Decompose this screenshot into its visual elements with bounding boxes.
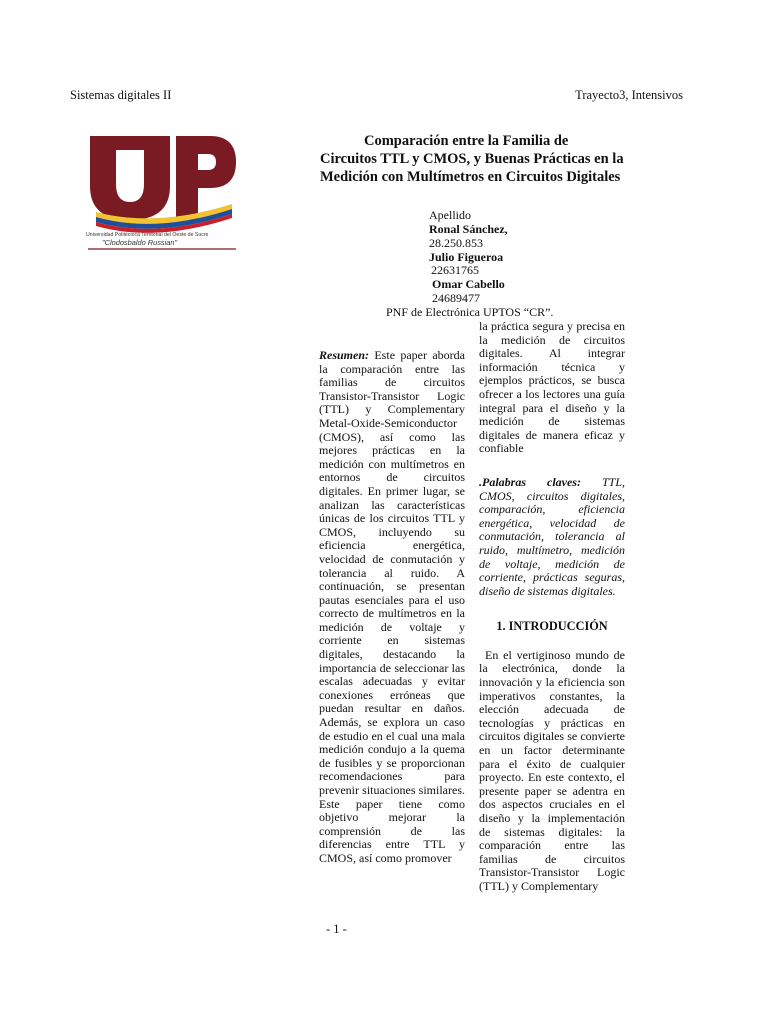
right-column [479, 320, 625, 894]
university-logo-graphic [86, 132, 238, 254]
abstract-text: Este paper aborda la comparación entre las familias de circuitos Transistor-Transistor Logic (TTL) y Complementary Metal-Oxide-Semiconductor (CMOS), así como las mejores prácticas en la medición con multímetros en entornos de circuitos digitales. En primer lugar, se analizan las características únicas de los circuitos TTL y CMOS, incluyendo su eficiencia energética, velocidad de conmutación y tolerancia al ruido. A continuación, se presentan pautas esenciales para el uso correcto de multímetros en la medición de voltaje y corriente en sistemas digitales, destacando la importancia de seleccionar las escalas adecuadas y evitar conexiones erróneas que puedan resultar en daños. Además, se explora un caso de estudio en el cual una mala medición condujo a la quema de fusibles y se proporcionan recomendaciones para prevenir situaciones similares. Este paper tiene como objetivo mejorar la comprensión de las diferencias entre TTL y CMOS, así como promover [319, 348, 465, 865]
university-logo [86, 132, 238, 254]
introduction-paragraph: En el vertiginoso mundo de la electrónica, donde la innovación y la eficiencia son imperativos constantes, la elección adecuada de tecnologías y prácticas en circuitos digitales se convierte en un factor determinante para el éxito de cualquier proyecto. En este contexto, el presente paper se adentra en dos aspectos cruciales en el diseño y la implementación de sistemas digitales: la comparación entre las familias de circuitos Transistor-Transistor Logic (TTL) y Complementary [479, 647, 625, 893]
keywords-label: .Palabras claves: [479, 474, 581, 489]
left-column [319, 349, 465, 866]
author-3-name: Omar Cabello [432, 277, 505, 291]
author-3-id: 24689477 [432, 291, 480, 305]
authors-label: Apellido [429, 208, 471, 222]
abstract-label: Resumen: [319, 348, 370, 362]
paper-title: Comparación entre la Familia de Circuitos TTL y CMOS, y Buenas Prácticas en la Medición con Multímetros en Circuitos Digitales [320, 133, 624, 185]
keywords-paragraph [479, 476, 625, 598]
running-header-right: Trayecto3, Intensivos [575, 88, 683, 102]
running-header-left: Sistemas digitales II [70, 88, 172, 102]
abstract-paragraph [319, 349, 465, 866]
author-2-id: 22631765 [431, 263, 479, 277]
logo-caption-small: Universidad Politécnica Territorial del Oeste de Sucre [86, 232, 209, 238]
section-heading-introduction: 1. INTRODUCCIÓN [496, 619, 608, 634]
author-1-name: Ronal Sánchez, [429, 222, 508, 236]
keywords-text: TTL, CMOS, circuitos digitales, comparación, eficiencia energética, velocidad de conmutación, tolerancia al ruido, multímetro, medición de voltaje, medición de corriente, prácticas seguras, diseño de sistemas digitales. [479, 474, 625, 598]
author-affiliation: PNF de Electrónica UPTOS “CR”. [386, 305, 554, 319]
author-1-id: 28.250.853 [429, 236, 483, 250]
page-number: - 1 - [326, 922, 347, 936]
abstract-continuation: la práctica segura y precisa en la medición de circuitos digitales. Al integrar información técnica y ejemplos prácticos, se busca ofrecer a los lectores una guía integral para el diseño y la medición de sistemas digitales de manera eficaz y confiable [479, 319, 625, 456]
author-2-name: Julio Figueroa [429, 250, 504, 264]
logo-caption-name: "Clodosbaldo Russian" [102, 238, 178, 247]
